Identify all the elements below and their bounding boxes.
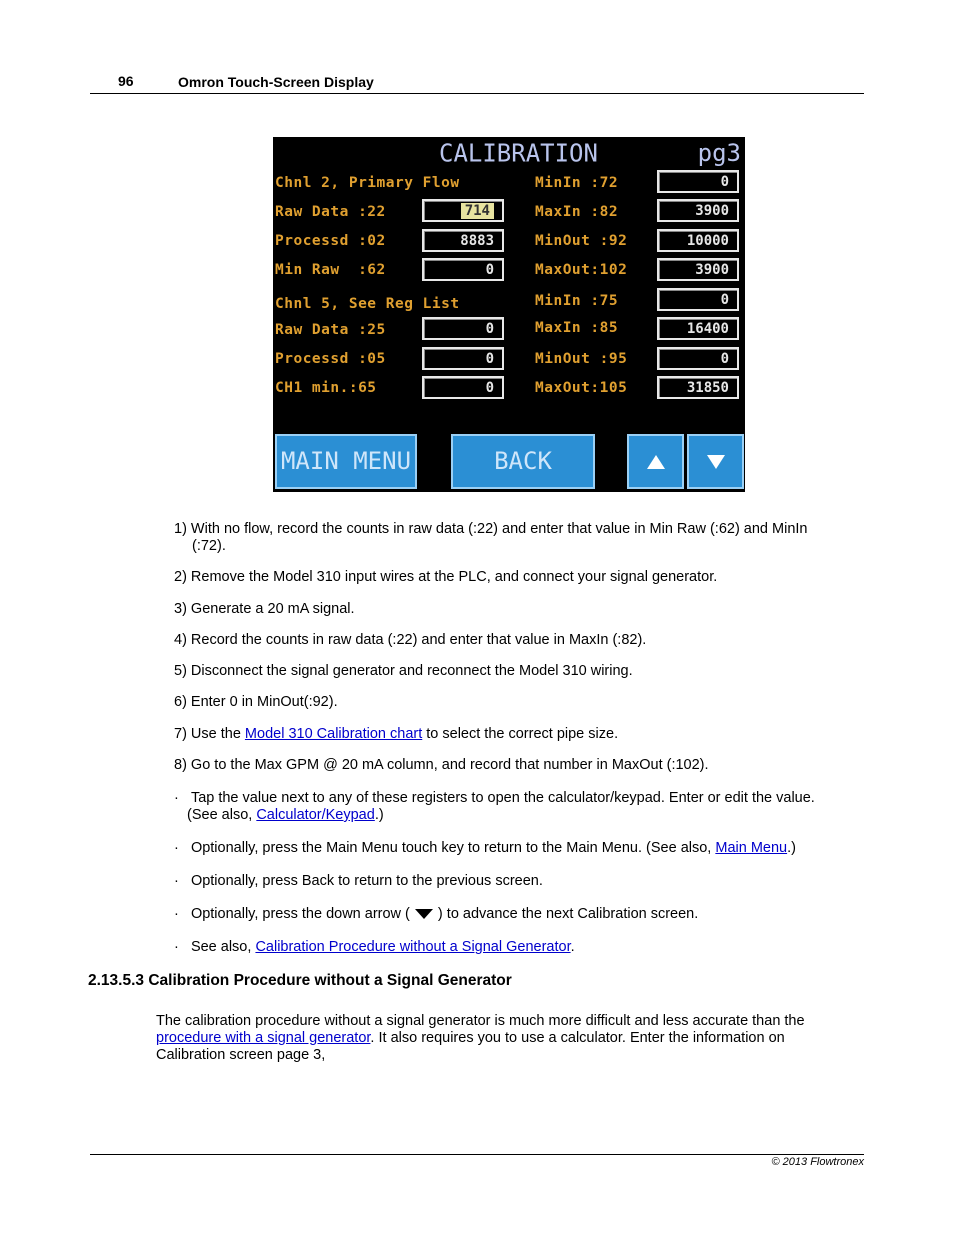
- bullet-1: · Tap the value next to any of these registers to open the calculator/keypad. Enter or edit the value.: [174, 790, 815, 806]
- processd-05-field[interactable]: 0: [422, 347, 504, 370]
- page-footer: [90, 1154, 864, 1168]
- step-1-cont: (:72).: [192, 538, 226, 554]
- right-label: MinIn :75: [535, 293, 619, 309]
- intro-paragraph: The calibration procedure without a signal generator is much more difficult and less accurate than the procedure with a signal generator. It also requires you to use a calculator. Enter the information on Calibration screen page 3,: [156, 1013, 805, 1063]
- step-7: 7) Use the Model 310 Calibration chart to select the correct pipe size.: [174, 726, 619, 742]
- calibration-chart-link[interactable]: Model 310 Calibration chart: [244, 726, 423, 742]
- main-menu-button[interactable]: MAIN MENU: [275, 434, 417, 489]
- right-label: MinOut :92: [535, 233, 628, 249]
- section-heading: 2.13.5.3 Calibration Procedure without a Signal Generator: [88, 972, 512, 989]
- left-label: Processd :02: [275, 233, 386, 249]
- maxout-105-field[interactable]: 31850: [657, 376, 739, 399]
- down-arrow-icon: [415, 909, 433, 919]
- raw-data-22-field[interactable]: 714: [422, 199, 504, 222]
- minin-75-field[interactable]: 0: [657, 288, 739, 311]
- right-label: MinOut :95: [535, 351, 628, 367]
- with-generator-link[interactable]: procedure with a signal generator: [156, 1030, 371, 1046]
- ch1-min-65-field[interactable]: 0: [422, 376, 504, 399]
- back-button[interactable]: BACK: [451, 434, 595, 489]
- step-5: 5) Disconnect the signal generator and reconnect the Model 310 wiring.: [174, 663, 633, 679]
- down-arrow-button[interactable]: [687, 434, 744, 489]
- bullet-5: · See also, Calibration Procedure without a Signal Generator.: [174, 939, 575, 955]
- left-label: Processd :05: [275, 351, 386, 367]
- bullet-1-cont: (See also, Calculator/Keypad.): [187, 807, 384, 823]
- without-generator-link[interactable]: Calibration Procedure without a Signal Generator: [255, 939, 571, 955]
- screen-page: pg3: [697, 139, 741, 167]
- minin-72-field[interactable]: 0: [657, 170, 739, 193]
- main-menu-link[interactable]: Main Menu: [715, 840, 788, 856]
- left-label: Raw Data :25: [275, 322, 386, 338]
- maxin-85-field[interactable]: 16400: [657, 317, 739, 340]
- min-raw-62-field[interactable]: 0: [422, 258, 504, 281]
- maxout-102-field[interactable]: 3900: [657, 258, 739, 281]
- bullet-4: · Optionally, press the down arrow ( ) to advance the next Calibration screen.: [174, 906, 699, 922]
- step-3: 3) Generate a 20 mA signal.: [174, 601, 355, 617]
- calculator-keypad-link[interactable]: Calculator/Keypad: [256, 807, 375, 823]
- bullet-3: · Optionally, press Back to return to the previous screen.: [174, 873, 543, 889]
- left-label: Raw Data :22: [275, 204, 386, 220]
- bullet-2: · Optionally, press the Main Menu touch key to return to the Main Menu. (See also, Main Menu.): [174, 840, 796, 856]
- right-label: MaxOut:105: [535, 380, 628, 396]
- step-2: 2) Remove the Model 310 input wires at the PLC, and connect your signal generator.: [174, 569, 718, 585]
- minout-95-field[interactable]: 0: [657, 347, 739, 370]
- right-label: MaxOut:102: [535, 262, 628, 278]
- left-label: Chnl 2, Primary Flow: [275, 175, 460, 191]
- maxin-82-field[interactable]: 3900: [657, 199, 739, 222]
- right-label: MaxIn :85: [535, 320, 619, 336]
- header-title: Omron Touch-Screen Display: [178, 74, 374, 90]
- raw-data-25-field[interactable]: 0: [422, 317, 504, 340]
- up-arrow-icon: [646, 453, 666, 471]
- up-arrow-button[interactable]: [627, 434, 684, 489]
- down-arrow-icon: [706, 453, 726, 471]
- left-label: Chnl 5, See Reg List: [275, 296, 460, 312]
- page-header: [90, 72, 864, 94]
- left-label: CH1 min.:65: [275, 380, 377, 396]
- step-4: 4) Record the counts in raw data (:22) and enter that value in MaxIn (:82).: [174, 632, 647, 648]
- processd-02-field[interactable]: 8883: [422, 229, 504, 252]
- minout-92-field[interactable]: 10000: [657, 229, 739, 252]
- step-1: 1) With no flow, record the counts in raw data (:22) and enter that value in Min Raw (:62) and MinIn: [174, 521, 808, 537]
- step-6: 6) Enter 0 in MinOut(:92).: [174, 694, 338, 710]
- left-label: Min Raw :62: [275, 262, 386, 278]
- screen-title: CALIBRATION: [439, 138, 598, 168]
- copyright: © 2013 Flowtronex: [771, 1156, 864, 1168]
- right-label: MaxIn :82: [535, 204, 619, 220]
- calibration-screen: [273, 137, 745, 492]
- step-8: 8) Go to the Max GPM @ 20 mA column, and record that number in MaxOut (:102).: [174, 757, 709, 773]
- right-label: MinIn :72: [535, 175, 619, 191]
- page-number: 96: [118, 73, 134, 89]
